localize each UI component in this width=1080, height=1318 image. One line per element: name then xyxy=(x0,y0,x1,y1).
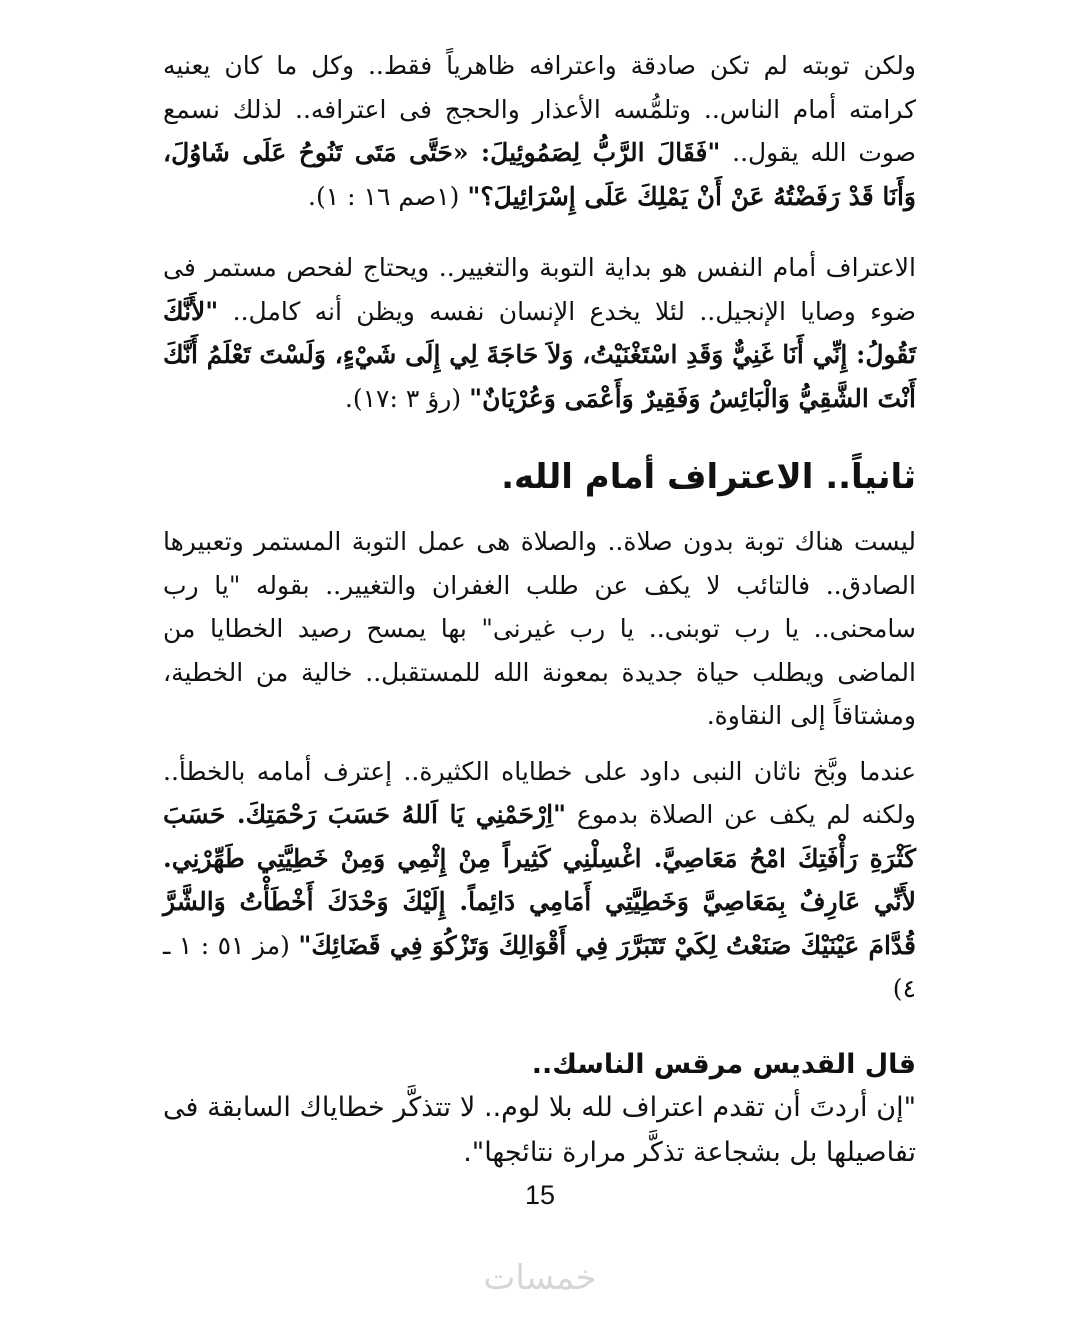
scripture-quote: "لأَنَّكَ تَقُولُ: إِنِّي أَنَا غَنِيٌّ وَقَدِ اسْتَغْنَيْتُ، وَلاَ حَاجَةَ لِي إِلَى شَيْءٍ، وَلَسْتَ تَعْلَمُ أَنَّكَ أَنْتَ الشَّقِيُّ وَالْبَائِسُ وَفَقِيرٌ وَأَعْمَى وَعُرْيَانٌ" xyxy=(163,296,916,413)
paragraph-text: الاعتراف أمام النفس هو بداية التوبة والتغيير.. ويحتاج لفحص مستمر فى ضوء وصايا الإنجيل.. لئلا يخدع الإنسان نفسه ويظن أنه كامل.. xyxy=(163,253,916,326)
watermark-logo: خمسات xyxy=(483,1258,597,1298)
page-number: 15 xyxy=(524,1180,556,1210)
paragraph-david xyxy=(163,750,916,1011)
saying-title: قال القديس مرقس الناسك.. xyxy=(531,1048,916,1080)
saying-text: "إن أردتَ أن تقدم اعتراف لله بلا لوم.. لا تتذكَّر خطاياك السابقة فى تفاصيلها بل بشجاعة تذكَّر مرارة نتائجها". xyxy=(163,1091,916,1168)
paragraph-text: عندما وبَّخ ناثان النبى داود على خطاياه الكثيرة.. إعترف أمامه بالخطأ.. ولكنه لم يكف عن الصلاة بدموع xyxy=(163,756,916,829)
document-body xyxy=(163,44,916,1175)
paragraph-prayer: ليست هناك توبة بدون صلاة.. والصلاة هى عمل التوبة المستمر وتعبيرها الصادق.. فالتائب لا يكف عن طلب الغفران والتغيير.. بقوله "يا رب سامحنى.. يا رب توبنى.. يا رب غيرنى" بها يمسح رصيد الخطايا من الماضى ويطلب حياة جديدة بمعونة الله للمستقبل.. خالية من الخطية، ومشتاقاً إلى النقاوة. xyxy=(163,527,916,730)
scripture-reference: (رؤ ٣ :١٧). xyxy=(344,383,470,413)
paragraph-text: ولكن توبته لم تكن صادقة واعترافه ظاهرياً فقط.. وكل ما كان يعنيه كرامته أمام الناس.. وتلمُّسه الأعذار والحجج فى اعترافه.. لذلك نسمع صوت الله يقول.. xyxy=(163,51,916,167)
paragraph-saul-repentance xyxy=(163,44,916,218)
paragraph-self-confession xyxy=(163,246,916,420)
scripture-quote: "فَقَالَ الرَّبُّ لِصَمُوئِيلَ: «حَتَّى مَتَى تَنُوحُ عَلَى شَاوُلَ، وَأَنَا قَدْ رَفَضْتُهُ عَنْ أَنْ يَمْلِكَ عَلَى إِسْرَائِيلَ؟" xyxy=(163,138,916,211)
scripture-reference: (١صم ١٦ : ١). xyxy=(308,181,468,211)
scripture-reference: (مز ٥١ : ١ ـ ٤) xyxy=(163,930,916,1003)
scripture-quote: "اِرْحَمْنِي يَا اَللهُ حَسَبَ رَحْمَتِكَ. حَسَبَ كَثْرَةِ رَأْفَتِكَ امْحُ مَعَاصِيَّ. اغْسِلْنِي كَثِيراً مِنْ إِثْمِي وَمِنْ خَطِيَّتِي طَهِّرْنِي. لأَنِّي عَارِفٌ بِمَعَاصِيَّ وَخَطِيَّتِي أَمَامِي دَائِماً. إِلَيْكَ وَحْدَكَ أَخْطَأْتُ وَالشَّرَّ قُدَّامَ عَيْنَيْكَ صَنَعْتُ لِكَيْ تَتَبَرَّرَ فِي أَقْوَالِكَ وَتَزْكُوَ فِي قَضَائِكَ" xyxy=(163,800,916,960)
section-heading: ثانياً.. الاعتراف أمام الله. xyxy=(501,457,916,497)
